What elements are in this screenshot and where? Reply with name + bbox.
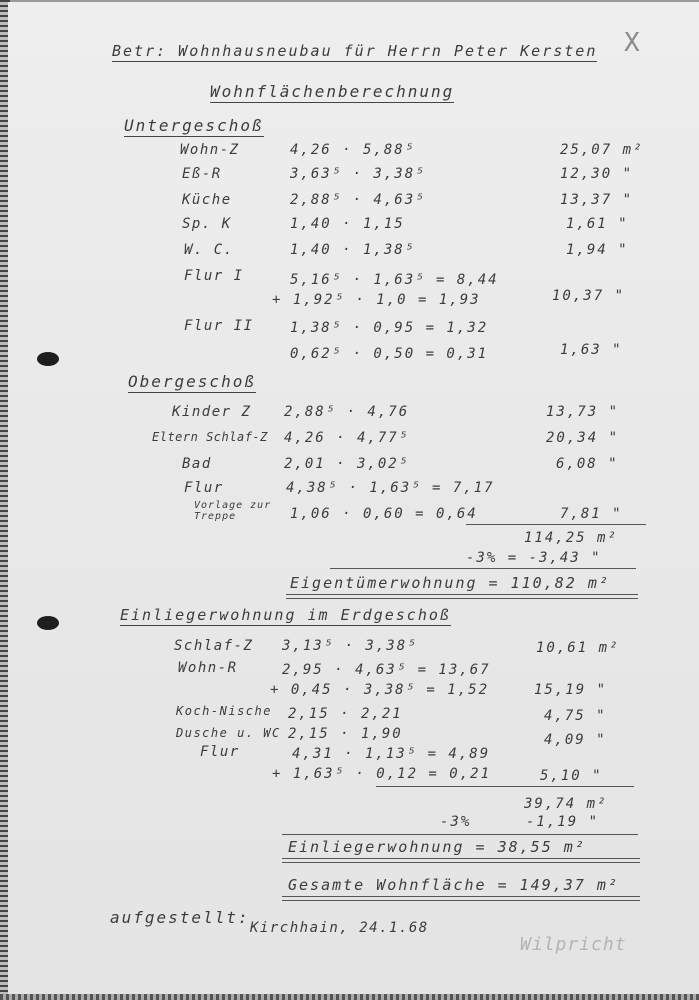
el-calc-wohnr-b: + 0,45 · 3,38⁵ = 1,52 xyxy=(270,682,490,698)
ug-label-spk: Sp. K xyxy=(182,216,232,232)
og-result-vorlage-treppe: 7,81 " xyxy=(560,506,623,522)
ug-result-wohnz: 25,07 m² xyxy=(560,142,644,158)
ug-label-essr: Eß-R xyxy=(182,166,222,182)
gesamt-rule-1 xyxy=(282,896,640,897)
corner-x-mark: X xyxy=(624,28,640,58)
og-label-kinderz: Kinder Z xyxy=(172,404,252,420)
ug-result-flur1: 10,37 " xyxy=(552,288,626,304)
ug-result-spk: 1,61 " xyxy=(566,216,629,232)
ug-calc-spk: 1,40 · 1,15 xyxy=(290,216,405,232)
el-result-flur: 5,10 " xyxy=(540,768,603,784)
ug-calc-wc: 1,40 · 1,38⁵ xyxy=(290,242,416,258)
ug-calc-flur1-b: + 1,92⁵ · 1,0 = 1,93 xyxy=(272,292,481,308)
og-calc-flur: 4,38⁵ · 1,63⁵ = 7,17 xyxy=(286,480,495,496)
el-deduction-val: -1,19 " xyxy=(526,814,600,830)
el-calc-schlafz: 3,13⁵ · 3,38⁵ xyxy=(282,638,418,654)
ug-calc-flur1-a: 5,16⁵ · 1,63⁵ = 8,44 xyxy=(290,272,499,288)
el-double-rule-2 xyxy=(282,862,640,863)
ug-calc-flur2-b: 0,62⁵ · 0,50 = 0,31 xyxy=(290,346,489,362)
ug-label-flur1: Flur I xyxy=(184,268,244,284)
punch-hole-bottom xyxy=(37,616,59,630)
el-calc-kochnische: 2,15 · 2,21 xyxy=(288,706,403,722)
ug-label-wohnz: Wohn-Z xyxy=(180,142,240,158)
gesamt-rule-2 xyxy=(282,900,640,901)
og-result-elternschlafz: 20,34 " xyxy=(546,430,620,446)
el-subtotal: 39,74 m² xyxy=(524,796,608,812)
el-calc-dusche-wc: 2,15 · 1,90 xyxy=(288,726,403,742)
ug-result-flur2: 1,63 " xyxy=(560,342,623,358)
ug-calc-flur2-a: 1,38⁵ · 0,95 = 1,32 xyxy=(290,320,489,336)
ug-label-wc: W. C. xyxy=(184,242,234,258)
og-calc-vorlage-treppe: 1,06 · 0,60 = 0,64 xyxy=(290,506,478,522)
ug-result-essr: 12,30 " xyxy=(560,166,634,182)
ug-result-wc: 1,94 " xyxy=(566,242,629,258)
section-heading-obergeschoss: Obergeschoß xyxy=(128,372,256,391)
signature: Wilpricht xyxy=(520,934,627,955)
el-result-schlafz: 10,61 m² xyxy=(536,640,620,656)
og-double-rule-2 xyxy=(286,598,638,599)
scan-edge-bottom xyxy=(0,994,699,1000)
el-calc-wohnr-a: 2,95 · 4,63⁵ = 13,67 xyxy=(282,662,491,678)
og-sum-rule xyxy=(466,524,646,525)
el-result-kochnische: 4,75 " xyxy=(544,708,607,724)
ug-result-kueche: 13,37 " xyxy=(560,192,634,208)
og-label-vorlage-treppe: Vorlage zur Treppe xyxy=(194,500,272,522)
ug-label-flur2: Flur II xyxy=(184,318,254,334)
og-label-flur: Flur xyxy=(184,480,224,496)
el-sum-rule xyxy=(376,786,634,787)
el-label-flur: Flur xyxy=(200,744,240,760)
el-double-rule-1 xyxy=(282,858,640,859)
el-label-wohnr: Wohn-R xyxy=(178,660,238,676)
aufgestellt-label: aufgestellt: xyxy=(110,908,250,927)
og-subtotal: 114,25 m² xyxy=(524,530,618,546)
el-label-dusche-wc: Dusche u. WC xyxy=(176,726,281,740)
og-double-rule-1 xyxy=(286,594,638,595)
og-result-kinderz: 13,73 " xyxy=(546,404,620,420)
el-label-schlafz: Schlaf-Z xyxy=(174,638,254,654)
ug-calc-wohnz: 4,26 · 5,88⁵ xyxy=(290,142,416,158)
og-label-elternschlafz: Eltern Schlaf-Z xyxy=(152,430,268,444)
gesamte-wohnflaeche-total: Gesamte Wohnfläche = 149,37 m² xyxy=(288,876,619,894)
og-result-bad: 6,08 " xyxy=(556,456,619,472)
el-result-dusche-wc: 4,09 " xyxy=(544,732,607,748)
punch-hole-top xyxy=(37,352,59,366)
subject-line: Betr: Wohnhausneubau für Herrn Peter Kersten xyxy=(112,42,598,60)
el-deduction-pct: -3% xyxy=(440,814,472,830)
og-total-rule xyxy=(330,568,636,569)
og-calc-elternschlafz: 4,26 · 4,77⁵ xyxy=(284,430,410,446)
place-date: Kirchhain, 24.1.68 xyxy=(250,920,429,936)
el-calc-flur-a: 4,31 · 1,13⁵ = 4,89 xyxy=(292,746,491,762)
ug-calc-kueche: 2,88⁵ · 4,63⁵ xyxy=(290,192,426,208)
section-heading-einlieger: Einliegerwohnung im Erdgeschoß xyxy=(120,606,451,624)
og-label-bad: Bad xyxy=(182,456,212,472)
og-calc-kinderz: 2,88⁵ · 4,76 xyxy=(284,404,410,420)
page-title: Wohnflächenberechnung xyxy=(210,82,455,101)
el-label-kochnische: Koch-Nische xyxy=(176,704,272,718)
einliegerwohnung-total: Einliegerwohnung = 38,55 m² xyxy=(288,838,586,856)
section-heading-untergeschoss: Untergeschoß xyxy=(124,116,264,135)
el-total-rule xyxy=(282,834,638,835)
ug-label-kueche: Küche xyxy=(182,192,232,208)
og-deduction: -3% = -3,43 " xyxy=(466,550,602,566)
el-calc-flur-b: + 1,63⁵ · 0,12 = 0,21 xyxy=(272,766,492,782)
ug-calc-essr: 3,63⁵ · 3,38⁵ xyxy=(290,166,426,182)
og-calc-bad: 2,01 · 3,02⁵ xyxy=(284,456,410,472)
el-result-wohnr: 15,19 " xyxy=(534,682,608,698)
eigentuemerwohnung-total: Eigentümerwohnung = 110,82 m² xyxy=(290,574,610,592)
